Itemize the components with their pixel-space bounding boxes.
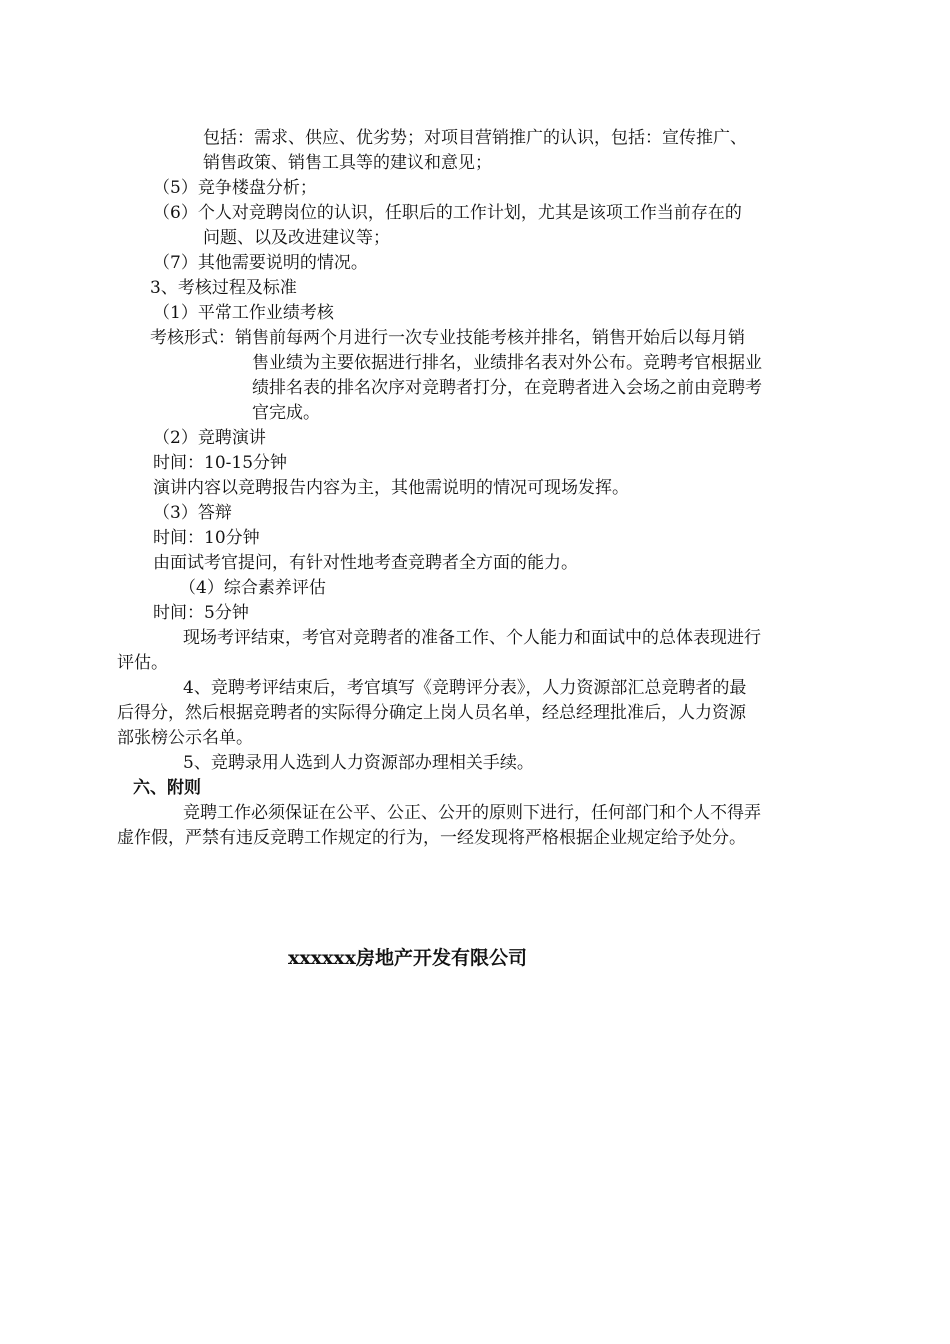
sub4-description-line2: 评估。 [117,653,168,673]
sub4-description-line1: 现场考评结束，考官对竞聘者的准备工作、个人能力和面试中的总体表现进行 [183,628,761,648]
item6-line1: （6）个人对竞聘岗位的认识，任职后的工作计划，尤其是该项工作当前存在的 [153,203,742,223]
sub3-heading: （3）答辩 [153,503,232,523]
sub1-form-line1: 考核形式：销售前每两个月进行一次专业技能考核并排名，销售开始后以每月销 [150,328,745,348]
section6-line1: 竞聘工作必须保证在公平、公正、公开的原则下进行，任何部门和个人不得弄 [183,803,761,823]
sub1-heading: （1）平常工作业绩考核 [153,303,334,323]
sub2-heading: （2）竞聘演讲 [153,428,266,448]
sub3-description: 由面试考官提问，有针对性地考查竞聘者全方面的能力。 [153,553,578,573]
sub2-time: 时间：10-15分钟 [153,453,288,473]
company-name: xxxxxx房地产开发有限公司 [288,947,527,969]
sub1-form-line2: 售业绩为主要依据进行排名，业绩排名表对外公布。竞聘考官根据业 [252,353,762,373]
section6-line2: 虚作假，严禁有违反竞聘工作规定的行为，一经发现将严格根据企业规定给予处分。 [117,828,746,848]
item6-line2: 问题、以及改进建议等； [203,228,390,248]
item5-competitor-analysis: （5）竞争楼盘分析； [153,178,317,198]
sub4-heading: （4）综合素养评估 [179,578,326,598]
point4-line3: 部张榜公示名单。 [117,728,253,748]
sub2-description: 演讲内容以竞聘报告内容为主，其他需说明的情况可现场发挥。 [153,478,629,498]
sub1-form-line3: 绩排名表的排名次序对竞聘者打分，在竞聘者进入会场之前由竞聘考 [252,378,762,398]
section6-heading: 六、附则 [133,778,201,798]
sub3-time: 时间：10分钟 [153,528,260,548]
section3-heading: 3、考核过程及标准 [150,278,297,298]
item7-other: （7）其他需要说明的情况。 [153,253,368,273]
item4-continuation-line2: 销售政策、销售工具等的建议和意见； [203,153,492,173]
item4-continuation-line1: 包括：需求、供应、优劣势；对项目营销推广的认识，包括：宣传推广、 [203,128,747,148]
point4-line1: 4、竞聘考评结束后，考官填写《竞聘评分表》，人力资源部汇总竞聘者的最 [183,678,747,698]
sub1-form-line4: 官完成。 [252,403,320,423]
point4-line2: 后得分，然后根据竞聘者的实际得分确定上岗人员名单，经总经理批准后，人力资源 [117,703,746,723]
sub4-time: 时间：5分钟 [153,603,249,623]
point5-line: 5、竞聘录用人选到人力资源部办理相关手续。 [183,753,534,773]
